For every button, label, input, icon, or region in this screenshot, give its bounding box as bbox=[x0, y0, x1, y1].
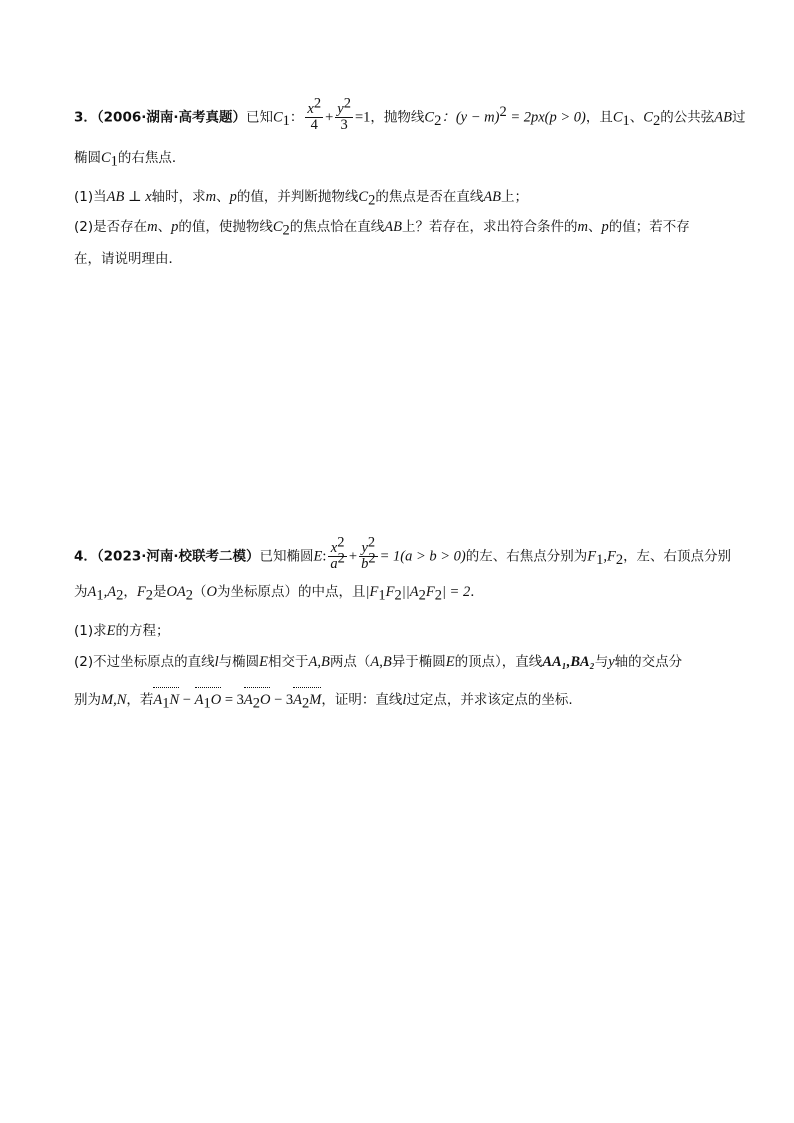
math: ：(y − m) bbox=[441, 109, 500, 126]
text: 的焦点恰在直线 bbox=[289, 219, 385, 235]
text: 的方程； bbox=[115, 623, 170, 639]
math: N bbox=[169, 692, 180, 708]
text: ： bbox=[289, 109, 304, 126]
math-sub: 2 bbox=[302, 695, 310, 712]
math: = 3 bbox=[221, 692, 244, 708]
text: 轴时，求 bbox=[151, 189, 206, 205]
problem-number: 3． bbox=[74, 109, 97, 126]
text: 的公共弦 bbox=[660, 109, 715, 126]
vector-a1o bbox=[195, 690, 222, 710]
text: 的值，并判断抛物线 bbox=[236, 189, 359, 205]
text: 与 bbox=[594, 654, 609, 670]
text: 是 bbox=[152, 584, 167, 600]
text: 、 bbox=[157, 219, 172, 235]
math-sub: 1 bbox=[110, 153, 118, 170]
math: AB bbox=[384, 219, 402, 235]
math: AB bbox=[483, 189, 502, 205]
math-sub: 2 bbox=[394, 587, 402, 604]
math: = 2px(p > 0) bbox=[506, 109, 586, 126]
math: F bbox=[136, 584, 146, 600]
text: ，证明：直线 bbox=[321, 692, 403, 708]
math: F bbox=[425, 584, 435, 600]
text: 与椭圆 bbox=[218, 654, 260, 670]
math: C bbox=[101, 150, 111, 166]
text: 的右焦点． bbox=[117, 150, 186, 166]
text: ，且 bbox=[585, 109, 613, 126]
math: p bbox=[171, 219, 179, 235]
text: 的值，使抛物线 bbox=[178, 219, 273, 235]
math: ,F bbox=[603, 548, 616, 565]
math: C bbox=[273, 109, 283, 126]
math: ||A bbox=[401, 584, 419, 600]
math: A,B bbox=[308, 654, 330, 670]
math: | = 2 bbox=[441, 584, 471, 600]
math: F bbox=[385, 584, 395, 600]
math-sub: 1 bbox=[282, 113, 290, 130]
text: (2)不过坐标原点的直线 bbox=[74, 654, 215, 670]
math: m bbox=[205, 189, 217, 205]
math-sub: 1 bbox=[96, 587, 104, 604]
text: 在，请说明理由． bbox=[74, 251, 182, 267]
text: 的顶点），直线 bbox=[454, 654, 543, 670]
math: E bbox=[445, 654, 455, 670]
text: 的值；若不存 bbox=[608, 219, 690, 235]
math-sub: 1 bbox=[203, 695, 211, 712]
math: = 1(a > b > 0) bbox=[379, 548, 466, 565]
math: E bbox=[313, 548, 323, 565]
math-sub: 2 bbox=[368, 192, 376, 209]
math: M,N bbox=[101, 692, 127, 708]
math: AB ⊥ x bbox=[106, 189, 152, 205]
problem-3-question-2-cont bbox=[74, 249, 182, 269]
math: l bbox=[402, 692, 407, 708]
math: − bbox=[179, 692, 195, 708]
text: ， bbox=[123, 584, 137, 600]
math: C bbox=[358, 189, 369, 205]
math: O bbox=[210, 692, 222, 708]
math: a bbox=[330, 556, 338, 572]
text: (1)求 bbox=[74, 623, 107, 639]
math: 3 bbox=[340, 117, 348, 133]
math: O bbox=[206, 584, 218, 600]
math: p bbox=[601, 219, 609, 235]
math-sub: 2 bbox=[615, 552, 624, 569]
math-sup: 2 bbox=[337, 534, 345, 551]
text: 的焦点是否在直线 bbox=[375, 189, 484, 205]
math-sub: 1 bbox=[162, 695, 170, 712]
text: ，若 bbox=[126, 692, 154, 708]
text: 两点（ bbox=[329, 654, 371, 670]
math: p bbox=[229, 189, 237, 205]
math-sub: 2 bbox=[185, 587, 194, 604]
text: 的左、右焦点分别为 bbox=[465, 548, 588, 565]
math: M bbox=[309, 692, 322, 708]
math: x bbox=[307, 101, 314, 117]
text: 为 bbox=[74, 584, 88, 600]
math-sub: 2 bbox=[252, 695, 260, 712]
text: ，左、右顶点分别 bbox=[623, 548, 732, 565]
problem-4-question-2 bbox=[74, 652, 682, 672]
text: (2)是否存在 bbox=[74, 219, 148, 235]
math-sub: 2 bbox=[652, 113, 661, 130]
math: A bbox=[293, 692, 303, 708]
math: x bbox=[330, 540, 338, 556]
math-sub: 1 bbox=[622, 113, 630, 130]
math: m bbox=[577, 219, 588, 235]
text: 相交于 bbox=[268, 654, 309, 670]
math-sup: 2 bbox=[499, 104, 507, 120]
math: F bbox=[587, 548, 597, 565]
math: y bbox=[608, 654, 615, 670]
math: A bbox=[194, 692, 204, 708]
math-sup: 2 bbox=[337, 550, 345, 567]
math-sub: 2 bbox=[434, 113, 442, 130]
math: A bbox=[243, 692, 253, 708]
text: 异于椭圆 bbox=[391, 654, 446, 670]
math-sub: 2 bbox=[282, 222, 290, 239]
text: 上； bbox=[501, 189, 529, 205]
problem-3-line-1 bbox=[74, 95, 746, 133]
math-sup: 2 bbox=[368, 550, 376, 567]
problem-source: （2006·湖南·高考真题） bbox=[96, 109, 246, 126]
math-sup: 2 bbox=[313, 95, 322, 112]
math: + bbox=[348, 548, 358, 565]
text: 、 bbox=[629, 109, 644, 126]
vector-a2o bbox=[244, 690, 271, 710]
math: E bbox=[106, 623, 116, 639]
math-sub: 2 bbox=[434, 587, 442, 604]
math: 4 bbox=[310, 117, 318, 133]
math: A bbox=[87, 584, 97, 600]
math-sub: 1 bbox=[596, 552, 604, 569]
text: 、 bbox=[587, 219, 602, 235]
fraction-x2-over-a2 bbox=[328, 534, 347, 572]
math-sub: 1 bbox=[378, 587, 386, 604]
math: A bbox=[153, 692, 163, 708]
math-sub: 2 bbox=[145, 587, 153, 604]
fraction-y2-over-3 bbox=[335, 95, 353, 133]
math: − 3 bbox=[270, 692, 294, 708]
fraction-y2-over-b2 bbox=[359, 534, 378, 572]
text: (1)当 bbox=[74, 189, 107, 205]
problem-4-question-2-cont bbox=[74, 690, 573, 710]
math: m bbox=[147, 219, 158, 235]
math: =1 bbox=[354, 109, 371, 126]
problem-3-line-2 bbox=[74, 148, 185, 168]
text: 、 bbox=[216, 189, 230, 205]
text: 轴的交点分 bbox=[614, 654, 683, 670]
problem-3-question-2 bbox=[74, 217, 690, 237]
problem-4-line-2 bbox=[74, 582, 484, 602]
text: 椭圆 bbox=[74, 150, 101, 166]
math: AA₁,BA₂ bbox=[542, 654, 595, 670]
problem-4-line-1 bbox=[74, 534, 732, 572]
vector-a2m bbox=[293, 690, 321, 710]
text: 过定点，并求该定点的坐标. bbox=[406, 692, 573, 708]
problem-number: 4． bbox=[74, 548, 97, 565]
math: OA bbox=[166, 584, 186, 600]
math: C bbox=[612, 109, 623, 126]
math: |F bbox=[365, 584, 379, 600]
problem-4-question-1 bbox=[74, 621, 169, 641]
text: 上？若存在，求出符合条件的 bbox=[402, 219, 578, 235]
math: y bbox=[337, 101, 344, 117]
math: l bbox=[214, 654, 219, 670]
math: A,B bbox=[370, 654, 392, 670]
math: C bbox=[643, 109, 653, 126]
math: AB bbox=[714, 109, 732, 126]
math: C bbox=[272, 219, 283, 235]
fraction-x2-over-4 bbox=[305, 95, 323, 133]
math: : bbox=[322, 548, 327, 565]
math-sub: 2 bbox=[418, 587, 426, 604]
text: ． bbox=[470, 584, 484, 600]
text: 已知 bbox=[246, 109, 273, 126]
math: + bbox=[325, 109, 334, 126]
vector-a1n bbox=[153, 690, 179, 710]
problem-3-question-1 bbox=[74, 187, 528, 207]
text: ，抛物线 bbox=[370, 109, 425, 126]
math: E bbox=[259, 654, 269, 670]
text: 为坐标原点）的中点，且 bbox=[217, 584, 366, 600]
math-sup: 2 bbox=[343, 95, 351, 112]
text: 别为 bbox=[74, 692, 101, 708]
math-sup: 2 bbox=[367, 534, 376, 551]
text: 过 bbox=[731, 109, 746, 126]
math: b bbox=[361, 556, 369, 572]
math: C bbox=[424, 109, 435, 126]
math: ,A bbox=[103, 584, 117, 600]
math: y bbox=[361, 540, 368, 556]
text: 已知椭圆 bbox=[259, 548, 314, 565]
text: （ bbox=[193, 584, 207, 600]
math: O bbox=[259, 692, 271, 708]
math-sub: 2 bbox=[116, 587, 124, 604]
problem-source: （2023·河南·校联考二模） bbox=[96, 548, 260, 565]
